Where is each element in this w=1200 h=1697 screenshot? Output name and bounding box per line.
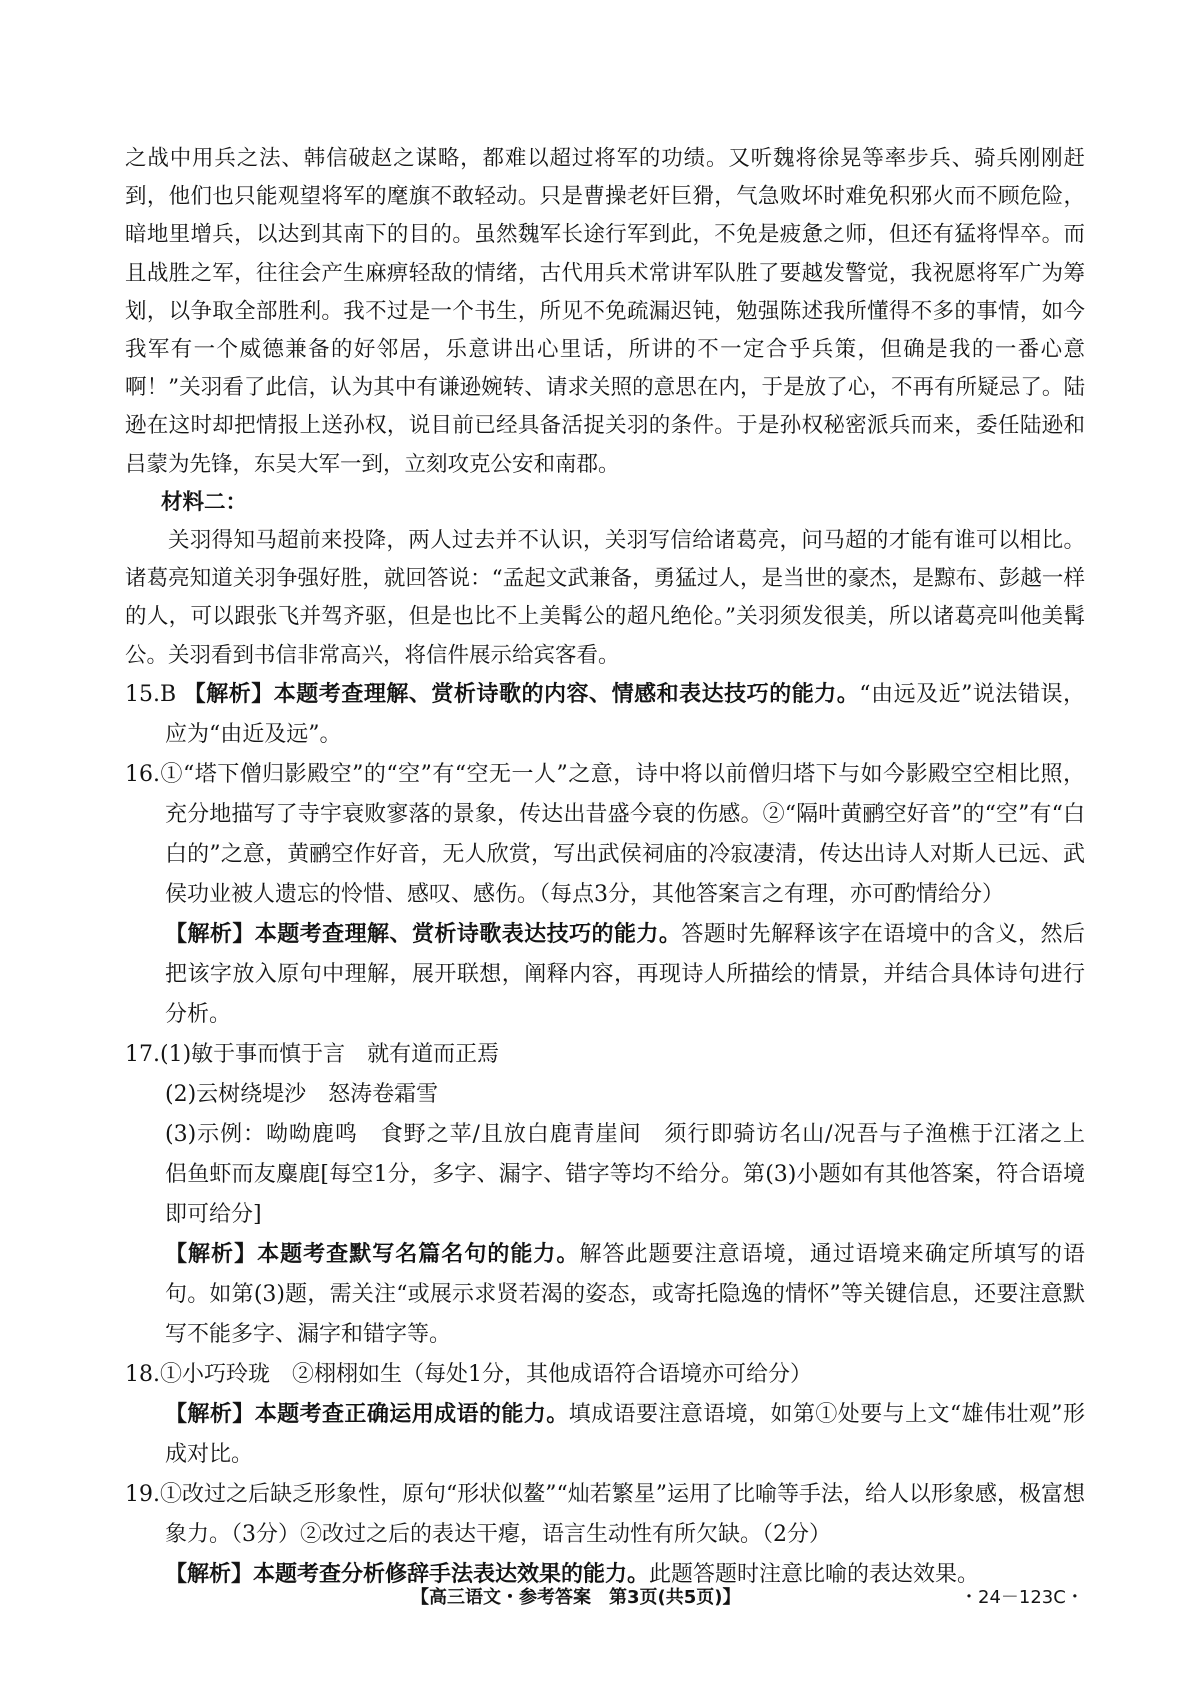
q18-answer: ①小巧玲珑 ②栩栩如生（每处1分，其他成语符合语境亦可给分） xyxy=(160,1361,812,1387)
material1-continuation: 之战中用兵之法、韩信破赵之谋略，都难以超过将军的功绩。又听魏将徐晃等率步兵、骑兵刚刚赶到，他们也只能观望将军的麾旗不敢轻动。只是曹操老奸巨猾，气急败坏时难免积邪火而不顾危险，暗地里增兵，以达到其南下的目的。虽然魏军长途行军到此，不免是疲惫之师，但还有猛将悍卒。而且战胜之军，往往会产生麻痹轻敌的情绪，古代用兵术常讲军队胜了要越发警觉，我祝愿将军广为筹划，以争取全部胜利。我不过是一个书生，所见不免疏漏迟钝，勉强陈述我所懂得不多的事情，如今我军有一个威德兼备的好邻居，乐意讲出心里话，所讲的不一定合乎兵策，但确是我的一番心意啊！”关羽看了此信，认为其中有谦逊婉转、请求关照的意思在内，于是放了心，不再有所疑忌了。陆逊在这时却把情报上送孙权，说目前已经具备活捉关羽的条件。于是孙权秘密派兵而来，委任陆逊和吕蒙为先锋，东吴大军一到，立刻攻克公安和南郡。 xyxy=(125,146,1085,477)
q17-analysis-text: 解答此题要注意语境，通过语境来确定所填写的语句。如第(3)题，需关注“或展示求贤若渴的姿态，或寄托隐逸的情怀”等关键信息，还要注意默写不能多字、漏字和错字等。 xyxy=(165,1241,1085,1347)
footer-paper-code: ・24－123C・ xyxy=(960,1587,1084,1608)
q19-number: 19. xyxy=(125,1481,160,1507)
q15-analysis-text: “由远及近”说法错误，应为“由近及远”。 xyxy=(165,681,1085,747)
q17-number: 17. xyxy=(125,1041,160,1067)
q19-analysis-text: 此题答题时注意比喻的表达效果。 xyxy=(649,1561,980,1587)
q18-number: 18. xyxy=(125,1361,160,1387)
q18-analysis-text: 填成语要注意语境，如第①处要与上文“雄伟壮观”形成对比。 xyxy=(165,1401,1085,1467)
q19-analysis-tag: 【解析】 xyxy=(165,1561,254,1587)
question-16 xyxy=(125,755,1085,1035)
question-18 xyxy=(125,1355,1085,1475)
q18-analysis-tag: 【解析】 xyxy=(165,1401,255,1427)
q17-analysis-tag: 【解析】 xyxy=(165,1241,258,1267)
q19-answer: ①改过之后缺乏形象性，原句“形状似鳌”“灿若繁星”运用了比喻等手法，给人以形象感，极富想象力。（3分）②改过之后的表达干瘪，语言生动性有所欠缺。（2分） xyxy=(160,1481,1085,1547)
answer-page xyxy=(125,140,1108,1595)
question-15 xyxy=(125,675,1085,755)
q16-analysis-tag: 【解析】 xyxy=(165,921,255,947)
q17-analysis-lead: 本题考查默写名篇名句的能力。 xyxy=(257,1241,580,1267)
q17-answer-1: (1)敏于事而慎于言 就有道而正焉 xyxy=(160,1041,500,1067)
q18-analysis-lead: 本题考查正确运用成语的能力。 xyxy=(254,1401,569,1427)
question-17 xyxy=(125,1035,1108,1355)
q16-answer: ①“塔下僧归影殿空”的“空”有“空无一人”之意，诗中将以前僧归塔下与如今影殿空空相比照，充分地描写了寺宇衰败寥落的景象，传达出昔盛今衰的伤感。②“隔叶黄鹂空好音”的“空”有“白白的”之意，黄鹂空作好音，无人欣赏，写出武侯祠庙的冷寂凄清，传达出诗人对斯人已远、武侯功业被人遗忘的怜惜、感叹、感伤。（每点3分，其他答案言之有理，亦可酌情给分） xyxy=(160,761,1085,907)
q17-answer-2: (2)云树绕堤沙 怒涛卷霜雪 xyxy=(165,1081,439,1107)
footer-page-info: 【高三语文・参考答案 第3页(共5页)】 xyxy=(411,1587,741,1608)
q15-analysis-tag: 【解析】 xyxy=(183,681,274,707)
q16-analysis-lead: 本题考查理解、赏析诗歌表达技巧的能力。 xyxy=(254,921,682,947)
q16-number: 16. xyxy=(125,761,160,787)
q19-analysis-lead: 本题考查分析修辞手法表达效果的能力。 xyxy=(253,1561,650,1587)
q15-number: 15.B xyxy=(125,681,177,707)
material2-text: 关羽得知马超前来投降，两人过去并不认识，关羽写信给诸葛亮，问马超的才能有谁可以相比。诸葛亮知道关羽争强好胜，就回答说：“孟起文武兼备，勇猛过人，是当世的豪杰，是黥布、彭越一样的人，可以跟张飞并驾齐驱，但是也比不上美髯公的超凡绝伦。”关羽须发很美，所以诸葛亮叫他美髯公。关羽看到书信非常高兴，将信件展示给宾客看。 xyxy=(125,528,1085,668)
q16-analysis-text: 答题时先解释该字在语境中的含义，然后把该字放入原句中理解，展开联想，阐释内容，再现诗人所描绘的情景，并结合具体诗句进行分析。 xyxy=(165,921,1085,1027)
q17-answer-3: (3)示例：呦呦鹿鸣 食野之苹/且放白鹿青崖间 须行即骑访名山/况吾与子渔樵于江渚之上 侣鱼虾而友麋鹿[每空1分，多字、漏字、错字等均不给分。第(3)小题如有其他答案，符合语境即可给分] xyxy=(165,1121,1108,1227)
page-footer xyxy=(0,1577,1200,1613)
q15-analysis-lead: 本题考查理解、赏析诗歌的内容、情感和表达技巧的能力。 xyxy=(273,681,860,707)
material2-title: 材料二： xyxy=(161,489,248,515)
